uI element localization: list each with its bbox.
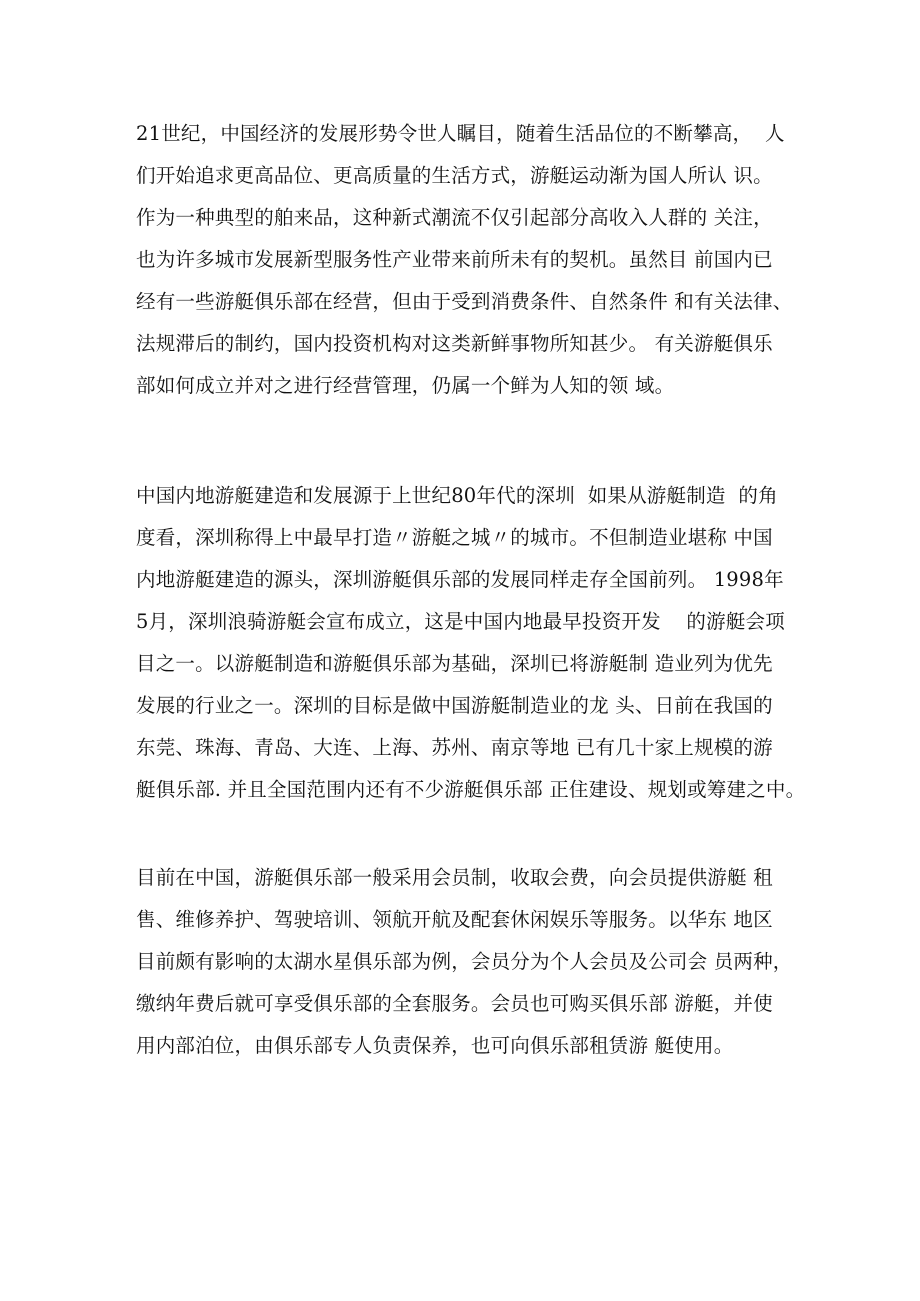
text-line: 也为许多城市发展新型服务性产业带来前所未有的契机。虽然目 前国内已 bbox=[136, 248, 773, 271]
text-line: 5月，深圳浪骑游艇会宣布成立，这是中国内地最早投资开发 的游艇会项 bbox=[136, 610, 785, 633]
text-line: 东莞、珠海、青岛、大连、上海、苏州、南京等地 已有几十家上规模的游 bbox=[136, 736, 773, 759]
text-line: 作为一种典型的舶来品，这种新式潮流不仅引起部分高收入人群的 关注， bbox=[136, 206, 773, 229]
text-line: 内地游艇建造的源头，深圳游艇俱乐部的发展同样走存全国前列。 1998年 bbox=[136, 568, 784, 591]
paragraph-yacht-introduction bbox=[136, 113, 796, 407]
text-line: 目前颇有影响的太湖水星俱乐部为例，会员分为个人会员及公司会 员两种， bbox=[136, 950, 793, 973]
text-line: 目前在中国，游艇俱乐部一般采用会员制，收取会费，向会员提供游艇 租 bbox=[136, 866, 773, 889]
text-line: 21世纪，中国经济的发展形势令世人瞩目，随着生活品位的不断攀高， 人 bbox=[136, 122, 785, 145]
text-line: 缴纳年费后就可享受俱乐部的全套服务。会员也可购买俱乐部 游艇，并使 bbox=[136, 992, 773, 1015]
text-line: 中国内地游艇建造和发展源于上世纪80年代的深圳 如果从游艇制造 的角 bbox=[136, 484, 778, 507]
text-line: 部如何成立并对之进行经营管理，仍属一个鲜为人知的领 域。 bbox=[136, 374, 675, 397]
text-line: 发展的行业之一。深圳的目标是做中国游艇制造业的龙 头、日前在我国的 bbox=[136, 694, 773, 717]
text-line: 艇俱乐部. 并且全国范围内还有不少游艇俱乐部 正住建设、规划或筹建之中。 bbox=[136, 778, 806, 801]
text-line: 经有一些游艇俱乐部在经营，但由于受到消费条件、自然条件 和有关法律、 bbox=[136, 290, 793, 313]
text-line: 法规滞后的制约，国内投资机构对这类新鲜事物所知甚少。 有关游艇俱乐 bbox=[136, 332, 773, 355]
text-line: 度看，深圳称得上中最早打造〃游艇之城〃的城市。不但制造业堪称 中国 bbox=[136, 526, 773, 549]
text-line: 们开始追求更高品位、更高质量的生活方式，游艇运动渐为国人所认 识。 bbox=[136, 164, 773, 187]
paragraph-membership-model bbox=[136, 857, 796, 1067]
text-line: 用内部泊位，由俱乐部专人负责保养，也可向俱乐部租赁游 艇使用。 bbox=[136, 1034, 734, 1057]
paragraph-shenzhen-yacht-history bbox=[136, 475, 806, 811]
text-line: 售、维修养护、驾驶培训、领航开航及配套休闲娱乐等服务。以华东 地区 bbox=[136, 908, 773, 931]
text-line: 目之一。以游艇制造和游艇俱乐部为基础，深圳已将游艇制 造业列为优先 bbox=[136, 652, 773, 675]
